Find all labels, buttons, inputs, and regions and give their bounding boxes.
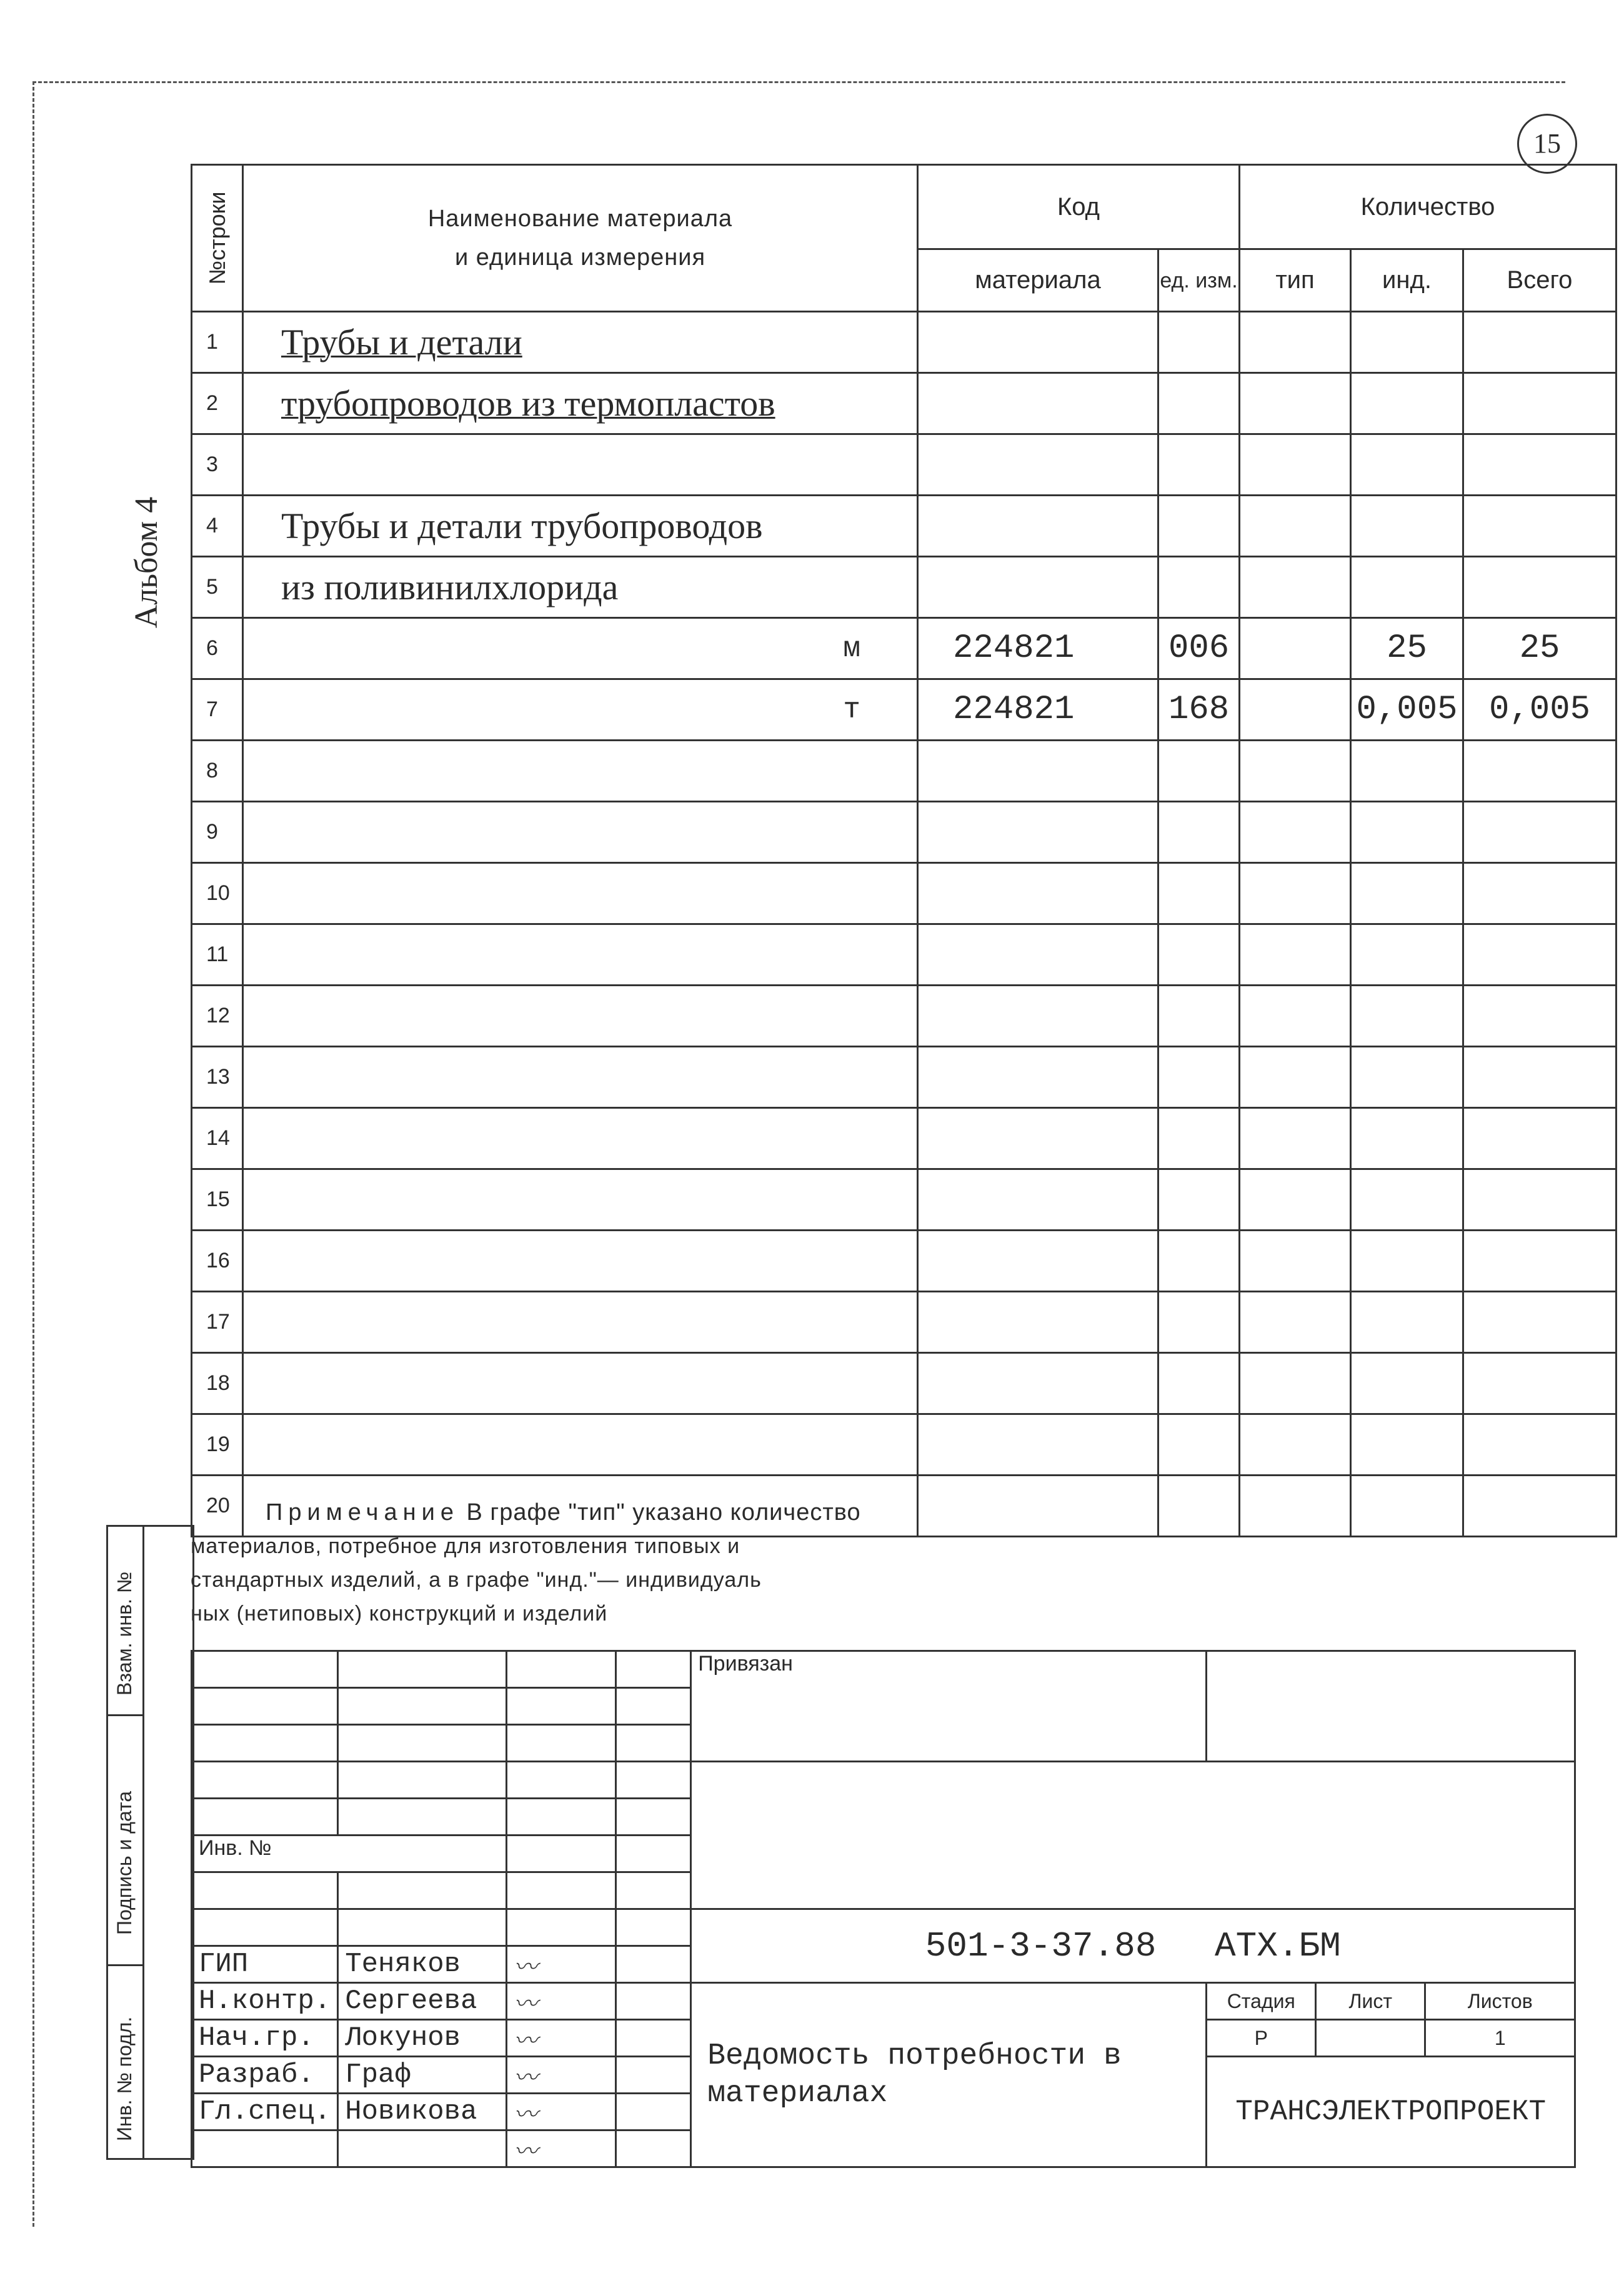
row-number: 4 [192,496,243,557]
person-role: ГИП [192,1946,338,1983]
table-row [192,1292,1617,1353]
row-number: 5 [192,557,243,618]
materials-table [191,164,1617,1537]
material-name: Трубы и детали трубопроводов [243,496,918,557]
doc-number: 501-3-37.88 [925,1926,1157,1966]
unit-code [1158,1108,1240,1169]
qty-type [1240,373,1351,434]
qty-ind [1351,1231,1463,1292]
stage-label: Стадия [1207,1983,1316,2020]
person-name: Граф [338,2057,507,2094]
header-qty-ind: инд. [1351,249,1463,312]
material-name [243,434,918,496]
unit-code: 168 [1158,679,1240,741]
qty-ind [1351,986,1463,1047]
signature: 〰 [507,2094,616,2131]
side-inv-orig-label: Инв. № подл. [113,2016,136,2141]
row-number: 20 [192,1476,243,1537]
qty-ind: 0,005 [1351,679,1463,741]
stage-value: Р [1207,2020,1316,2057]
row-number: 18 [192,1353,243,1414]
row-number: 8 [192,741,243,802]
side-signature-label: Подпись и дата [113,1791,136,1935]
unit-code [1158,1047,1240,1108]
material-code [918,1108,1158,1169]
material-code [918,1353,1158,1414]
qty-ind [1351,1353,1463,1414]
material-name [243,1169,918,1231]
header-qty-total: Всего [1463,249,1617,312]
unit-code [1158,924,1240,986]
table-row [192,924,1617,986]
table-row [192,312,1617,373]
qty-total [1463,986,1617,1047]
material-name [243,986,918,1047]
note-word: Примечание [266,1499,459,1526]
qty-type [1240,496,1351,557]
material-name [243,1108,918,1169]
qty-type [1240,557,1351,618]
material-code [918,1414,1158,1476]
unit-code [1158,802,1240,863]
table-row [192,1108,1617,1169]
person-role [192,2131,338,2167]
table-row [192,1414,1617,1476]
qty-total [1463,1353,1617,1414]
qty-type [1240,863,1351,924]
header-name: Наименование материала и единица измерения [243,165,918,312]
qty-ind [1351,863,1463,924]
table-row [192,679,1617,741]
table-row [192,1231,1617,1292]
person-name: Сергеева [338,1983,507,2020]
person-name: Новикова [338,2094,507,2131]
material-code: 224821 [918,618,1158,679]
qty-ind [1351,1047,1463,1108]
qty-ind [1351,1292,1463,1353]
note-line-4: ных (нетиповых) конструкций и изделий [191,1602,608,1626]
qty-total [1463,924,1617,986]
qty-type [1240,802,1351,863]
row-number: 10 [192,863,243,924]
unit-code [1158,434,1240,496]
qty-ind [1351,1108,1463,1169]
qty-ind [1351,802,1463,863]
qty-ind [1351,1169,1463,1231]
doc-code: АТХ.БМ [1215,1926,1341,1966]
signature: 〰 [507,1983,616,2020]
material-code [918,373,1158,434]
qty-type [1240,434,1351,496]
qty-total: 25 [1463,618,1617,679]
qty-ind [1351,924,1463,986]
unit-code [1158,1169,1240,1231]
inv-number-label: Инв. № [192,1836,507,1872]
person-role: Гл.спец. [192,2094,338,2131]
material-code: 224821 [918,679,1158,741]
side-stamp [106,1525,194,2160]
table-row [192,741,1617,802]
sheets-value: 1 [1425,2020,1575,2057]
qty-type [1240,312,1351,373]
row-number: 1 [192,312,243,373]
table-row [192,434,1617,496]
qty-type [1240,986,1351,1047]
material-name: Трубы и детали [243,312,918,373]
qty-type [1240,1292,1351,1353]
unit-code [1158,312,1240,373]
person-role: Разраб. [192,2057,338,2094]
person-role: Н.контр. [192,1983,338,2020]
material-code [918,863,1158,924]
material-name [243,924,918,986]
qty-total [1463,1108,1617,1169]
unit-code: 006 [1158,618,1240,679]
signature: 〰 [507,2131,616,2167]
person-role: Нач.гр. [192,2020,338,2057]
signature: 〰 [507,1946,616,1983]
material-name: трубопроводов из термопластов [243,373,918,434]
qty-type [1240,1231,1351,1292]
unit-code [1158,373,1240,434]
qty-total [1463,434,1617,496]
unit-code [1158,741,1240,802]
table-row [192,618,1617,679]
qty-total [1463,1231,1617,1292]
material-name: м [243,618,918,679]
material-name [243,1231,918,1292]
person-name [338,2131,507,2167]
document-number [691,1909,1575,1983]
row-number: 6 [192,618,243,679]
qty-total [1463,1292,1617,1353]
qty-total [1463,1169,1617,1231]
qty-ind: 25 [1351,618,1463,679]
material-code [918,312,1158,373]
qty-ind [1351,557,1463,618]
sheet-label: Лист [1316,1983,1425,2020]
row-number: 2 [192,373,243,434]
row-number: 12 [192,986,243,1047]
material-name [243,1414,918,1476]
signature: 〰 [507,2020,616,2057]
qty-total [1463,1414,1617,1476]
qty-ind [1351,496,1463,557]
table-row [192,1353,1617,1414]
table-row [192,986,1617,1047]
material-code [918,434,1158,496]
qty-type [1240,924,1351,986]
table-row [192,373,1617,434]
qty-ind [1351,312,1463,373]
album-label-text: Альбом 4 [129,496,164,629]
material-name [243,1353,918,1414]
unit-code [1158,557,1240,618]
material-code [918,802,1158,863]
material-code [918,986,1158,1047]
qty-total [1463,802,1617,863]
material-name [243,1292,918,1353]
qty-type [1240,741,1351,802]
qty-type [1240,1353,1351,1414]
row-number: 19 [192,1414,243,1476]
qty-type [1240,1169,1351,1231]
row-number: 7 [192,679,243,741]
qty-ind [1351,373,1463,434]
material-code [918,557,1158,618]
qty-total [1463,496,1617,557]
qty-type [1240,1414,1351,1476]
row-number: 9 [192,802,243,863]
material-name [243,1047,918,1108]
album-label [128,431,165,629]
qty-total [1463,557,1617,618]
side-inv-orig-cell [108,1964,144,2158]
material-name [243,741,918,802]
material-name [243,863,918,924]
qty-total: 0,005 [1463,679,1617,741]
side-replace-inv-cell [108,1527,144,1714]
row-number: 14 [192,1108,243,1169]
material-name: т [243,679,918,741]
row-number: 11 [192,924,243,986]
document-title: Ведомость потребности в материалах [691,1983,1207,2167]
side-signature-cell [108,1714,144,1966]
row-number: 13 [192,1047,243,1108]
title-block [191,1650,1576,2168]
attached-label: Привязан [691,1651,1207,1762]
header-qty-type: тип [1240,249,1351,312]
table-row [192,802,1617,863]
organization: ТРАНСЭЛЕКТРОПРОЕКТ [1207,2057,1575,2167]
unit-code [1158,863,1240,924]
page-number: 15 [1517,114,1577,174]
qty-ind [1351,434,1463,496]
note [191,1496,1553,1631]
material-name [243,802,918,863]
side-replace-inv-label: Взам. инв. № [113,1571,136,1696]
qty-total [1463,741,1617,802]
row-number: 17 [192,1292,243,1353]
row-number: 3 [192,434,243,496]
row-number: 16 [192,1231,243,1292]
note-line-1: В графе "тип" указано количество [466,1499,861,1526]
header-row-number: №строки [192,165,243,312]
row-number: 15 [192,1169,243,1231]
table-row [192,557,1617,618]
material-code [918,496,1158,557]
unit-code [1158,1292,1240,1353]
material-code [918,1292,1158,1353]
unit-code [1158,1414,1240,1476]
material-code [918,1047,1158,1108]
qty-total [1463,1047,1617,1108]
table-row [192,1047,1617,1108]
note-line-2: материалов, потребное для изготовления типовых и [191,1534,740,1558]
unit-code [1158,986,1240,1047]
header-quantity: Количество [1240,165,1617,249]
person-name: Локунов [338,2020,507,2057]
unit-code [1158,1353,1240,1414]
header-code-material: материала [918,249,1158,312]
note-line-3: стандартных изделий, а в графе "инд."— индивидуаль [191,1568,762,1592]
qty-ind [1351,1414,1463,1476]
table-row [192,1169,1617,1231]
unit-code [1158,496,1240,557]
material-code [918,741,1158,802]
unit-code [1158,1231,1240,1292]
table-row [192,496,1617,557]
material-code [918,924,1158,986]
material-code [918,1231,1158,1292]
material-name: из поливинилхлорида [243,557,918,618]
header-code-unit: ед. изм. [1158,249,1240,312]
signature: 〰 [507,2057,616,2094]
qty-type [1240,1108,1351,1169]
qty-type [1240,679,1351,741]
person-name: Теняков [338,1946,507,1983]
qty-total [1463,312,1617,373]
table-row [192,863,1617,924]
material-code [918,1169,1158,1231]
sheets-label: Листов [1425,1983,1575,2020]
qty-ind [1351,741,1463,802]
header-code: Код [918,165,1240,249]
qty-total [1463,863,1617,924]
qty-type [1240,1047,1351,1108]
qty-total [1463,373,1617,434]
qty-type [1240,618,1351,679]
